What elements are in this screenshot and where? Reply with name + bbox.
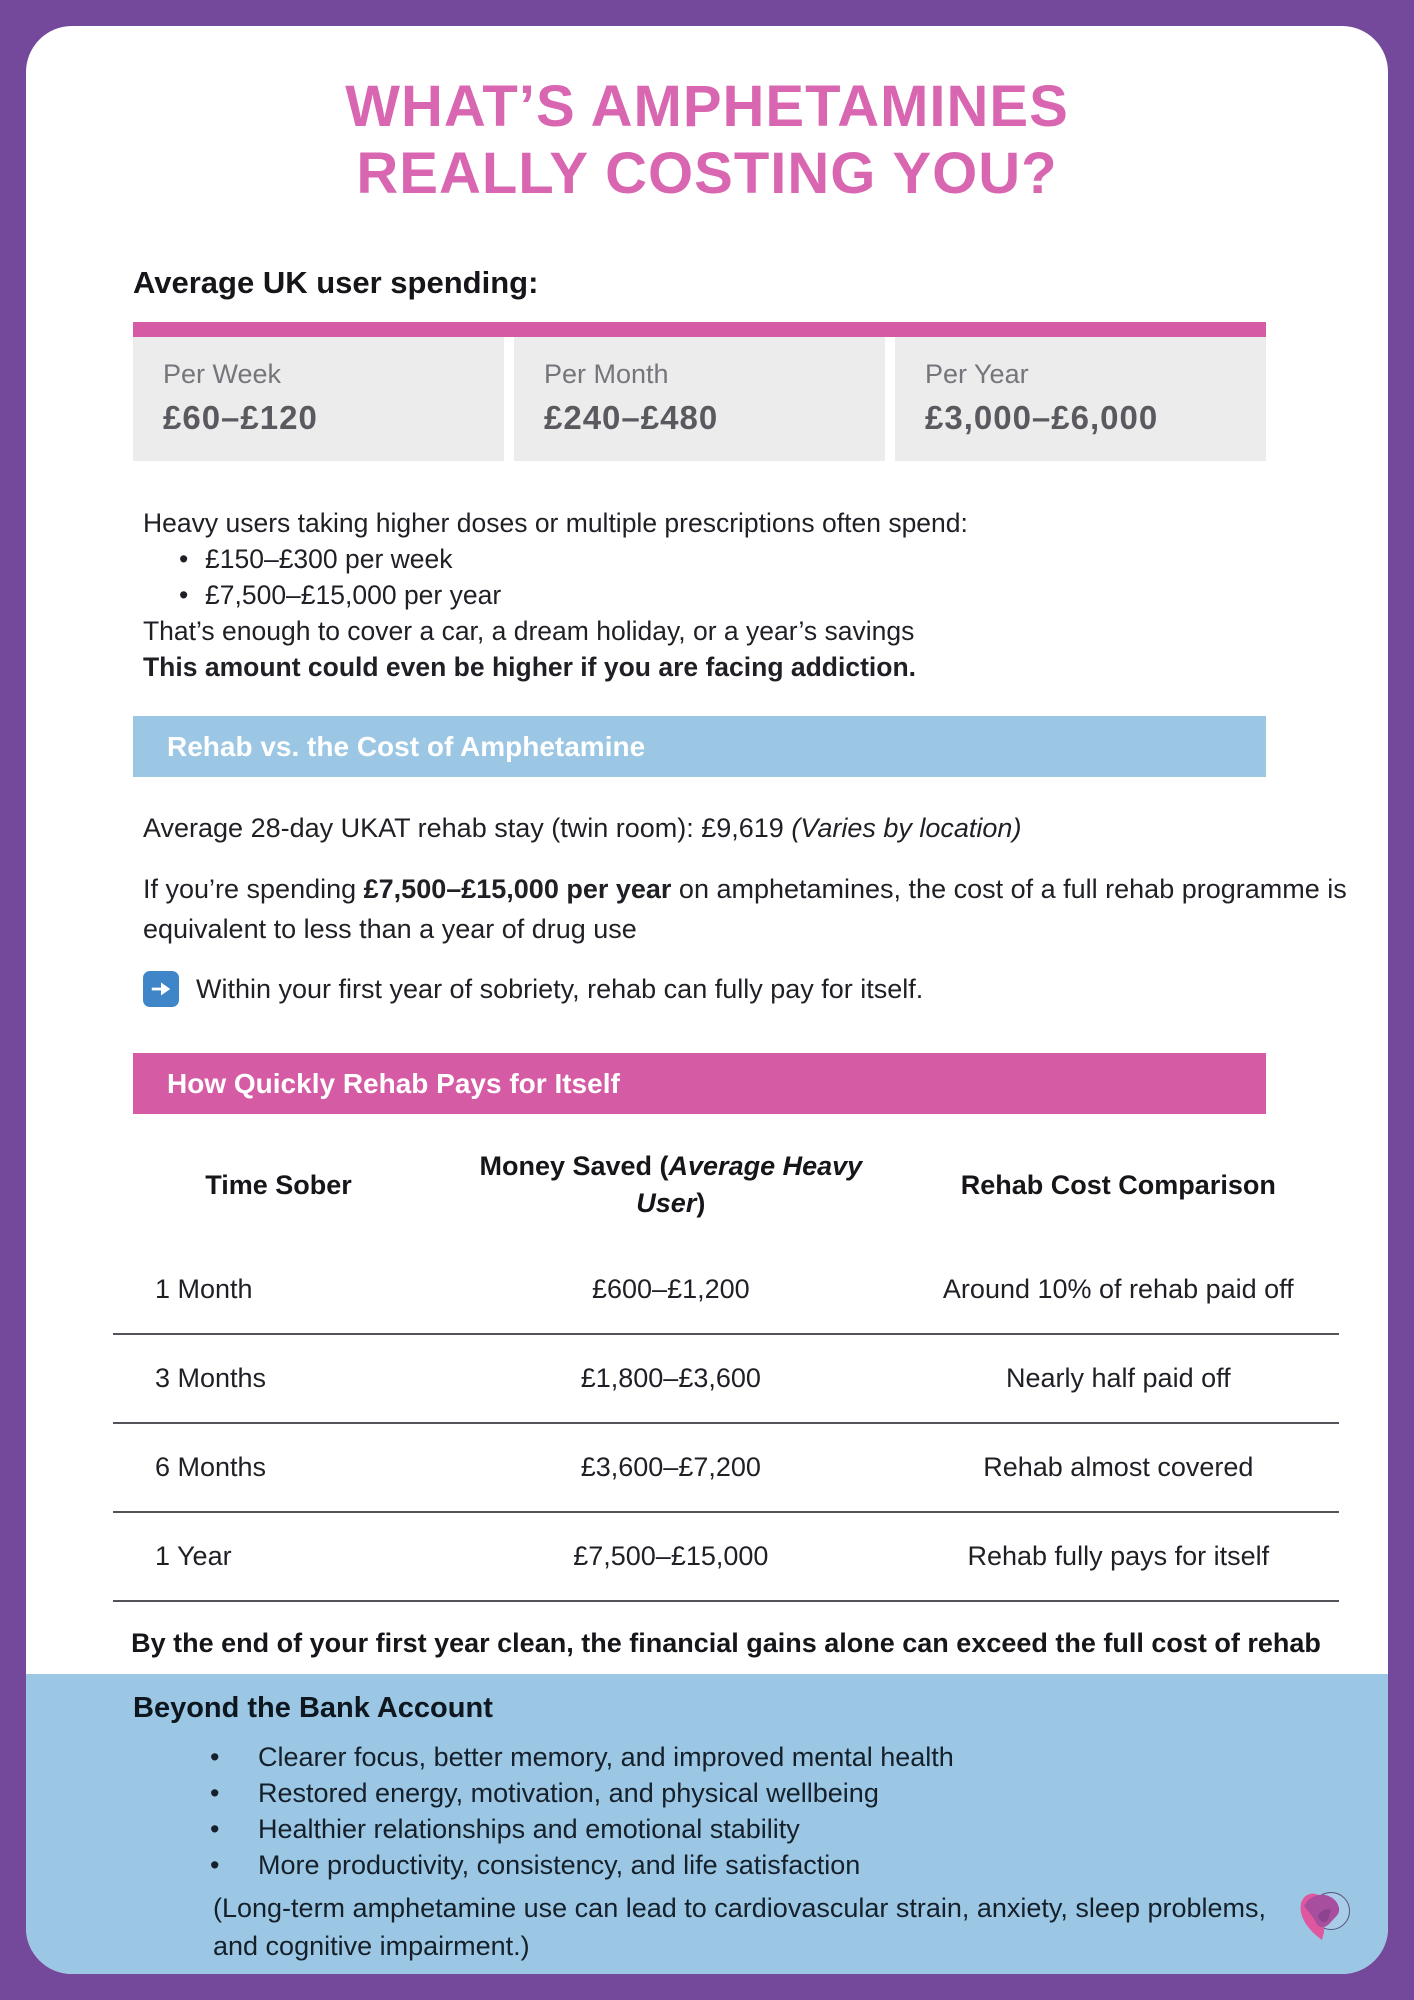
cell-saved: £1,800–£3,600: [444, 1334, 898, 1423]
spending-heading: Average UK user spending:: [133, 265, 539, 300]
column-header-rehab-cost: Rehab Cost Comparison: [960, 1169, 1276, 1200]
payback-conclusion: By the end of your first year clean, the financial gains alone can exceed the full cost of rehab: [131, 1628, 1321, 1658]
spending-strip-accent-bar: [133, 322, 1266, 337]
column-header-time-sober: Time Sober: [205, 1169, 352, 1200]
payback-banner-label: How Quickly Rehab Pays for Itself: [167, 1067, 620, 1099]
beyond-benefits-list: [26, 1739, 1388, 1883]
list-item: • £150–£300 per week: [143, 541, 1323, 577]
table-row: [113, 1334, 1339, 1423]
spending-box-week: [133, 337, 504, 461]
spending-box-month: [514, 337, 885, 461]
spending-box-label: Per Week: [163, 359, 282, 389]
column-header-money-saved-pre: Money Saved (: [479, 1151, 669, 1181]
page-title-line1: WHAT’S AMPHETAMINES: [345, 74, 1069, 139]
rehab-spend-pre: If you’re spending: [143, 874, 364, 904]
heavy-users-list: [143, 541, 1323, 613]
table-row: [113, 1423, 1339, 1512]
rehab-stay-text: Average 28-day UKAT rehab stay (twin room): £9,619: [143, 813, 792, 843]
spending-box-value: £3,000–£6,000: [925, 399, 1159, 436]
heavy-users-block: [143, 505, 1323, 685]
list-item: • More productivity, consistency, and life satisfaction: [26, 1847, 1388, 1883]
page-title-line2: REALLY COSTING YOU?: [356, 141, 1058, 206]
rehab-stay-note: (Varies by location): [791, 813, 1022, 843]
rehab-spend-amount: £7,500–£15,000 per year: [363, 874, 672, 904]
rehab-stay-line: [143, 809, 1363, 847]
cell-comparison: Rehab almost covered: [898, 1423, 1339, 1512]
list-item: • Restored energy, motivation, and physical wellbeing: [26, 1775, 1388, 1811]
beyond-note: (Long-term amphetamine use can lead to cardiovascular strain, anxiety, sleep problems, and cognitive impairment.): [213, 1893, 1267, 1961]
hands-heart-logo: [1294, 1886, 1352, 1944]
table-header-row: [113, 1128, 1339, 1246]
cell-saved: £7,500–£15,000: [444, 1512, 898, 1601]
spending-box-label: Per Month: [544, 359, 669, 389]
spending-box-year: [895, 337, 1266, 461]
cell-time: 3 Months: [113, 1334, 444, 1423]
payback-table: [113, 1128, 1339, 1602]
rehab-arrow-text: Within your first year of sobriety, rehab can fully pay for itself.: [196, 973, 924, 1004]
rehab-cost-banner-label: Rehab vs. the Cost of Amphetamine: [167, 730, 646, 762]
spending-box-label: Per Year: [925, 359, 1029, 389]
cell-saved: £3,600–£7,200: [444, 1423, 898, 1512]
cell-comparison: Around 10% of rehab paid off: [898, 1246, 1339, 1334]
rehab-cost-banner: [133, 716, 1266, 777]
cell-saved: £600–£1,200: [444, 1246, 898, 1334]
spending-box-value: £60–£120: [163, 399, 318, 436]
poster-card: [26, 26, 1388, 1974]
heavy-users-note: That’s enough to cover a car, a dream holiday, or a year’s savings: [143, 616, 915, 646]
rehab-spend-post: on amphetamines, the cost of a full rehab programme is equivalent to less than a year of drug use: [143, 874, 1347, 944]
list-item: • Clearer focus, better memory, and improved mental health: [26, 1739, 1388, 1775]
table-row: [113, 1512, 1339, 1601]
cell-comparison: Rehab fully pays for itself: [898, 1512, 1339, 1601]
heavy-users-warning: This amount could even be higher if you are facing addiction.: [143, 652, 917, 682]
column-header-money-saved-post: ): [696, 1188, 706, 1218]
beyond-bank-account-section: [26, 1674, 1388, 1974]
spending-boxes: [133, 337, 1266, 461]
page-title: [26, 73, 1388, 207]
beyond-heading: Beyond the Bank Account: [133, 1692, 493, 1724]
column-header-money-saved: [444, 1128, 898, 1246]
spending-box-value: £240–£480: [544, 399, 719, 436]
list-item: • Healthier relationships and emotional stability: [26, 1811, 1388, 1847]
heavy-users-intro: Heavy users taking higher doses or multiple prescriptions often spend:: [143, 508, 968, 538]
cell-time: 6 Months: [113, 1423, 444, 1512]
rehab-spend-paragraph: [143, 869, 1383, 949]
rehab-arrow-line: [143, 971, 1388, 1007]
list-item: • £7,500–£15,000 per year: [143, 577, 1323, 613]
arrow-right-icon: [143, 971, 179, 1007]
spending-strip: [133, 322, 1266, 461]
payback-banner: [133, 1053, 1266, 1114]
cell-time: 1 Month: [113, 1246, 444, 1334]
column-header-money-saved-italic: Average Heavy User: [636, 1151, 863, 1218]
cell-time: 1 Year: [113, 1512, 444, 1601]
table-row: [113, 1246, 1339, 1334]
cell-comparison: Nearly half paid off: [898, 1334, 1339, 1423]
